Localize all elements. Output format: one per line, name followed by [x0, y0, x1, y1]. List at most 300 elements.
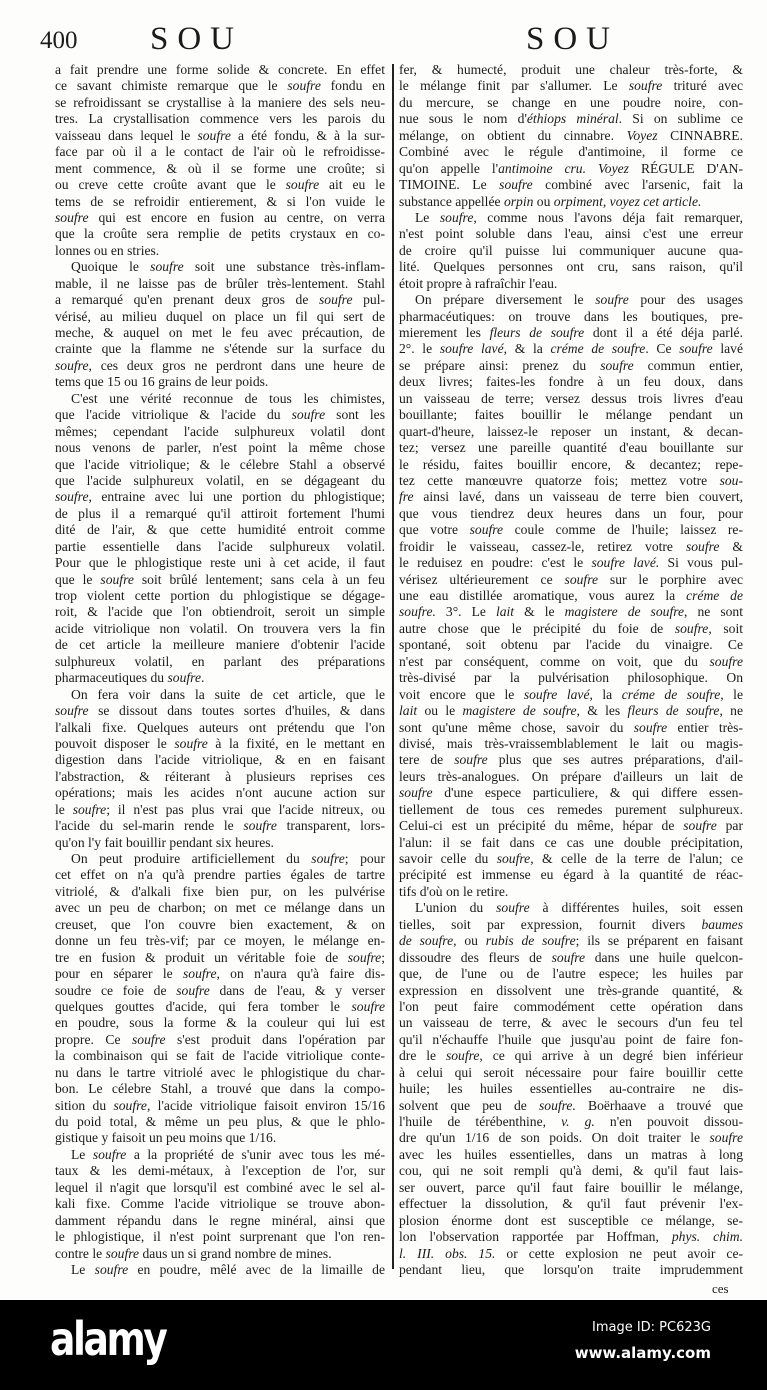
text-segment: soudre ce foie de [55, 982, 177, 998]
text-segment: le [55, 801, 73, 817]
text-segment: coule comme de l'huile; laissez re- [503, 522, 743, 538]
text-line: sulphureux volatil, en parlant des préparations [55, 653, 385, 669]
italic-term: soufre [454, 752, 488, 768]
text-segment: ainsi lavé, dans un vaisseau de terre bien couvert, [413, 489, 743, 505]
text-line: tres. La crystallisation commence vers les parois du [55, 111, 385, 127]
text-line [55, 572, 385, 588]
text-line [399, 572, 743, 588]
text-line: tiellement de tous ces remedes purement sulphureux. [399, 801, 743, 817]
text-line [399, 1246, 743, 1262]
text-segment: par [716, 818, 743, 834]
italic-term: soufre [100, 571, 134, 587]
italic-term: soufre [469, 522, 504, 538]
text-line: l'abstraction, & réiterant à plusieurs reprises ces [55, 768, 385, 784]
text-line [55, 1032, 385, 1048]
text-line: acide vitriolique non volatil. On trouvera vers la fin [55, 620, 385, 636]
text-segment: , comme nous l'avons déja fait remarquer, [473, 209, 743, 225]
text-line: mêmes; cependant l'acide sulphureux volatil dont [55, 423, 385, 439]
left-column [55, 62, 385, 1278]
text-line [399, 489, 743, 505]
text-segment: tere de [399, 752, 455, 768]
text-line: lité. Quelques personnes ont cru, sans raison, qu'il [399, 259, 743, 275]
text-line [55, 1246, 385, 1262]
text-segment: d'une espece particuliere, & qui differe essen- [432, 785, 743, 801]
text-segment: Si vous pul- [659, 555, 743, 571]
text-segment: , ou [453, 933, 486, 949]
text-segment: n'est par conséquent, comme on voit, que du [399, 653, 710, 669]
text-segment: , l'acide vitriolique faisoit environ 15/16 [146, 1097, 385, 1113]
text-line [55, 966, 385, 982]
italic-term: soufre [709, 653, 743, 669]
text-line [399, 111, 743, 127]
text-segment: Quoique le [71, 259, 151, 275]
text-line [399, 539, 743, 555]
italic-term: soufre [595, 292, 629, 308]
text-line: cou, qui ne soit rempli qu'à demi, & qu'il faut lais- [399, 1163, 743, 1179]
italic-term: orpiment, voyez cet article. [553, 193, 702, 209]
text-segment: quelques gouttes d'acide, qui fera tomber le [55, 998, 352, 1014]
text-segment: que le [55, 571, 101, 587]
text-segment: ait eu le [319, 177, 385, 193]
text-segment: qu'on appelle l' [399, 160, 499, 176]
text-line [55, 818, 385, 834]
text-segment: s'est produit dans l'opération par [165, 1031, 386, 1047]
text-line: un vaisseau de terre, & avec le secours d'un feu tel [399, 1015, 743, 1031]
text-line: que la croûte sera remplie de petits crystaux en co- [55, 226, 385, 242]
italic-term: soufre lavé. [591, 555, 660, 571]
italic-term: soufre [94, 1261, 129, 1277]
text-line: la combinaison qui se fait de l'acide vitriolique conte- [55, 1048, 385, 1064]
text-line: trop violent cette portion du phlogistique se dégage- [55, 588, 385, 603]
text-line: opérations; mais les acides n'ont aucune action sur [55, 785, 385, 801]
running-head-left: SOU [150, 21, 244, 57]
text-line: gistique y faisoit un peu moins que 1/16. [55, 1130, 277, 1146]
italic-term: rubis de soufre [485, 933, 576, 949]
text-line [55, 802, 385, 818]
text-segment: entier très- [667, 719, 743, 735]
italic-term: soufre [709, 1130, 743, 1146]
text-line: spontané, soit obtenu par l'acide du vinaigre. Ce [399, 637, 743, 653]
text-segment: . Ce [645, 341, 680, 357]
text-segment: TIMOINE. Le [399, 177, 500, 193]
text-line: un vaisseau de terre; versez dessus trois livres d'eau [399, 390, 743, 406]
text-line: digestion dans l'acide vitriolique, & en en faisant [55, 752, 385, 768]
text-segment: & le [514, 604, 565, 620]
text-line [399, 621, 743, 637]
italic-term: soufre [287, 78, 321, 94]
text-segment: dre le [399, 1048, 446, 1064]
text-line [399, 851, 743, 867]
text-segment: & [719, 538, 743, 554]
text-segment: , ne [719, 703, 743, 719]
text-segment: , on n'aura qu'à faire dis- [216, 966, 385, 982]
italic-term: l. III. obs. 15. [399, 1245, 496, 1261]
italic-term: soufre [351, 998, 385, 1014]
text-line: quart-d'heure, laissez-le reposer un instant, & decan- [399, 423, 743, 439]
text-line: de cet article la meilleure maniere d'obtenir l'acide [55, 637, 385, 653]
text-segment: pour des usages [628, 292, 743, 308]
watermark-url: www.alamy.com [574, 1344, 711, 1362]
text-line [55, 950, 385, 966]
text-line [399, 1229, 743, 1245]
italic-term: créme de soufre [550, 341, 646, 357]
text-line [399, 358, 743, 374]
text-line: qu'on l'y fait bouillir pendant six heures. [55, 834, 274, 850]
text-segment: l'huile de térébenthine, [399, 1114, 562, 1129]
italic-term: soufre [105, 1245, 140, 1261]
text-segment: On peut produire artificiellement du [71, 851, 312, 866]
text-line: crainte que la flamme ne s'étende sur la surface du [55, 341, 385, 357]
italic-term: soufre [633, 719, 668, 735]
text-line: vitriolé, & d'alkali fixe bien pur, on les pulvérise [55, 883, 385, 899]
text-line [55, 983, 385, 999]
text-segment: nue sous le nom d' [399, 111, 527, 127]
italic-term: éthiops minéral [526, 111, 619, 127]
italic-term: magistere de soufre [462, 703, 577, 719]
text-line: se refroidissant se crystallise à la maniere des sels neu- [55, 94, 385, 110]
text-segment: dre qu'un 1/16 de son poids. On doit traiter le [399, 1130, 710, 1146]
text-line: à celui qui seroit nécessaire pour faire bouillir cette [399, 1064, 743, 1080]
text-segment: , la [589, 686, 622, 702]
text-line: que, de l'une ou de l'autre espece; les huiles par [399, 966, 743, 982]
italic-term: soufre [55, 357, 89, 373]
text-line [399, 325, 743, 341]
italic-term: soufre. [399, 604, 436, 620]
text-segment: RÉGULE D'AN- [628, 160, 743, 176]
text-segment: , & les [576, 703, 628, 719]
text-segment: savoir celle du [399, 851, 497, 866]
italic-term: soufre [496, 900, 530, 916]
text-line: vérisé, au milieu duquel on place un fil qui sert de [55, 308, 385, 324]
italic-term: soufre [319, 292, 353, 308]
italic-term: soufre [92, 1146, 127, 1162]
text-segment: transparent, lors- [276, 818, 385, 834]
text-segment: froidir le vaisseau, cassez-le, retirez votre [399, 538, 686, 554]
text-line [399, 1130, 743, 1146]
text-line: bouillante; faites bouillir le mélange pendant un [399, 407, 743, 423]
text-line: pharmacéutiques: on trouve dans les boutiques, pre- [399, 308, 743, 324]
text-line: nous venons de parler, n'est point la même chose [55, 440, 385, 456]
text-line [399, 292, 743, 308]
italic-term: Voyez [626, 127, 658, 143]
text-line [399, 210, 743, 226]
text-segment: a la propriété de s'unir avec tous les mé- [126, 1146, 385, 1162]
text-line [399, 1098, 743, 1114]
text-segment: tielles, soit par expression, fournit divers [399, 916, 702, 932]
text-segment: , entraine avec lui une portion du phlogistique; [88, 489, 385, 505]
text-line: tems de se refroidir entierement, & si l'on vuide le [55, 193, 385, 209]
text-segment: à différentes huiles, soit essen [529, 900, 743, 916]
text-line [399, 473, 743, 489]
text-line [55, 210, 385, 226]
text-segment: Celui-ci est un précipité du même, hépar de [399, 818, 684, 834]
text-segment: se dissout dans toutes sortes d'huiles, & dans [88, 703, 385, 719]
text-segment: soit une substance très-inflam- [183, 259, 385, 275]
italic-term: créme de [686, 588, 744, 603]
italic-term: soufre lavé [523, 686, 590, 702]
italic-term: soufre [55, 489, 89, 505]
text-line: tez; versez une pareille quantité d'eau bouillante sur [399, 440, 743, 456]
text-line: roit, & l'acide que l'on obtiendroit, seroit un simple [55, 604, 385, 620]
text-line [399, 128, 743, 144]
text-line: partie essentielle dans l'acide sulphureux volatil. [55, 538, 385, 554]
text-line: creuset, que l'on couvre bien exactement, & on [55, 916, 385, 932]
text-segment: CINNABRE. [657, 127, 743, 143]
text-segment: l'acide du sel-marin rende le [55, 818, 244, 834]
text-line [399, 654, 743, 670]
text-segment: sont qu'une même chose, savoir du [399, 719, 634, 735]
text-line: donne un feu très-vif; par ce moyen, le mélange en- [55, 933, 385, 949]
catchword: ces [712, 1281, 729, 1296]
text-line [399, 752, 743, 768]
text-line: très-divisé par la pulvérisation philosophique. On [399, 670, 743, 686]
text-line: étoit propre à rafraîchir l'eau. [399, 275, 558, 291]
text-segment: , ce qui arrive à un degré bien inférieur [479, 1048, 744, 1064]
text-segment: tre en fusion & produit un véritable foie de [55, 949, 348, 965]
italic-term: phys. chim. [671, 1229, 743, 1245]
text-segment: sition du [55, 1097, 114, 1113]
text-line [399, 194, 743, 210]
text-line: l'alun: il se fait dans ce cas une double précipitation, [399, 834, 743, 850]
text-segment: sont les [325, 407, 385, 423]
text-line: l'alkali fixe. Quelques auteurs ont prétendu que l'on [55, 719, 385, 735]
text-line: le résidu, faites bouillir encore, & decantez; repe- [399, 456, 743, 472]
italic-term: magistere de soufre [564, 604, 685, 620]
text-segment: mierement les [399, 325, 490, 340]
text-line [55, 407, 385, 423]
text-line: plosion énorme dont est susceptible ce mélange, se- [399, 1212, 743, 1228]
text-line: Combiné avec le régule d'antimoine, il forme ce [399, 144, 743, 160]
text-segment: a été fondu, & à la sur- [230, 127, 385, 143]
text-segment: pouvoit disposer le [55, 735, 175, 751]
text-segment: 2°. le [399, 341, 440, 357]
text-segment: que votre [399, 522, 470, 538]
text-line: On fera voir dans la suite de cet article, que le [71, 686, 385, 702]
text-line: tems que 15 ou 16 grains de leur poids. [55, 374, 269, 390]
text-line: en poudre, sous la forme & la couleur qui lui est [55, 1015, 385, 1031]
text-segment: pul- [352, 292, 386, 308]
text-line [399, 341, 743, 357]
text-line [399, 900, 743, 916]
text-line: ser ouvert, parce qu'il faut faire bouillir le mélange, [399, 1179, 743, 1195]
italic-term: soufre [150, 259, 184, 275]
text-line [399, 1048, 743, 1064]
italic-term: sou- [719, 472, 743, 488]
text-line: nu dans le tartre vitriolé avec le phlogistique du char- [55, 1064, 385, 1080]
text-segment: ce savant chimiste remarque que le [55, 78, 288, 94]
text-line [55, 489, 385, 505]
text-segment: tez cette manœuvre quatorze fois; mettez votre [399, 472, 720, 488]
text-segment: dans de l'eau, & y verser [209, 982, 385, 998]
text-line: effectuer la dissolution, & qu'il faut prévenir l'ex- [399, 1196, 743, 1212]
text-line [399, 785, 743, 801]
text-segment: plus que ses autres préparations, d'ail- [487, 752, 743, 768]
text-segment: dont il a été déja parlé. [584, 325, 743, 340]
text-segment: Le [415, 209, 440, 225]
italic-term: soufre [439, 209, 474, 225]
text-segment: soit brûlé lentement; sans cela à un feu [133, 571, 385, 587]
text-segment: dissoudre des fleurs de [399, 949, 552, 965]
text-line [399, 177, 743, 193]
text-segment: à la fixité, en le mettant en [207, 735, 385, 751]
text-line: taux & les demi-métaux, à l'exception de l'or, sur [55, 1163, 385, 1179]
italic-term: baumes [701, 916, 743, 932]
italic-term: antimoine cru. Voyez [498, 160, 629, 176]
text-segment: . Si on sublime ce [618, 111, 743, 127]
text-segment: une eau distillée aromatique, vous aurez la [399, 588, 687, 603]
italic-term: soufre [685, 538, 720, 554]
italic-term: soufre [285, 177, 320, 193]
italic-term: soufre [183, 966, 217, 982]
text-segment: se prépare ainsi: prenez du [399, 357, 601, 373]
text-segment: le reduisez en poudre: c'est le [399, 555, 592, 571]
italic-term: soufre [291, 407, 326, 423]
text-line [55, 128, 385, 144]
italic-term: soufre [551, 949, 586, 965]
italic-term: soufre [174, 735, 208, 751]
text-segment: dans une huile quelcon- [585, 949, 743, 965]
italic-term: soufre [55, 209, 89, 225]
italic-term: soufre [496, 851, 531, 866]
text-line: bon. Le célebre Stahl, a trouvé que dans la compo- [55, 1081, 385, 1097]
text-segment: commun entier, [633, 357, 743, 373]
italic-term: soufre [600, 357, 634, 373]
text-line [399, 1114, 743, 1130]
text-line [55, 1098, 385, 1114]
text-line: que l'acide vitriolique; & le célebre Stahl a observé [55, 456, 385, 472]
text-segment: ; il n'est pas plus vrai que l'acide nitreux, ou [106, 801, 385, 817]
italic-term: soufre [674, 620, 709, 636]
text-line: cet effet on n'a qu'à prendre parties égales de tartre [55, 867, 385, 883]
text-segment: ; ils se préparent en faisant [575, 933, 743, 949]
text-line [55, 78, 385, 94]
text-segment: combiné avec l'arsenic, fait la [532, 177, 743, 193]
italic-term: soufre [679, 341, 713, 357]
text-segment: ; [381, 949, 385, 965]
text-segment: que l'acide vitriolique & l'acide du [55, 407, 292, 423]
text-segment: Le [71, 1146, 93, 1162]
italic-term: soufre [445, 1048, 480, 1064]
text-line: du mercure, se change en une poudre noire, con- [399, 94, 743, 110]
text-line [55, 851, 385, 867]
text-segment: . [200, 670, 205, 686]
text-line: divisé, mais très-vraissemblablement le lait ou magis- [399, 735, 743, 751]
text-line: qu'il n'échauffe l'huile que jusqu'au point de faire fon- [399, 1031, 743, 1047]
text-segment: le mélange finit par s'allumer. Le [399, 78, 629, 94]
text-line [399, 522, 743, 538]
text-line [399, 78, 743, 94]
italic-term: lait [399, 703, 418, 719]
text-segment: mélange, on obtient du cinnabre. [399, 127, 627, 143]
text-segment: Boërhaave a trouvé que [575, 1097, 743, 1113]
text-segment: a remarqué qu'en prenant deux gros de [55, 292, 319, 308]
text-segment: lon l'observation rapportée par Hoffman, [399, 1229, 672, 1245]
text-line: dité de l'air, & que cette humidité entroit comme [55, 522, 385, 538]
italic-term: fleurs de soufre [489, 325, 585, 340]
text-segment: n'en pouvoit dissou- [594, 1114, 743, 1129]
text-line: avec un peu de charbon; on met ce mélange dans un [55, 900, 385, 916]
text-segment: ; pour [344, 851, 385, 866]
text-segment: 3°. Le [435, 604, 496, 620]
text-line [55, 670, 385, 686]
text-line [399, 917, 743, 933]
text-line: damment répandu dans le regne minéral, ainsi que [55, 1212, 385, 1228]
text-line [399, 604, 743, 620]
text-line: que vous tiendrez deux heures dans un four, pour [399, 505, 743, 521]
text-segment: ou creve cette croûte avant que le [55, 177, 286, 193]
text-line [55, 177, 385, 193]
text-segment: , & la [503, 341, 551, 357]
text-segment: lavé [712, 341, 743, 357]
text-segment: vaisseau dans lequel le [55, 127, 198, 143]
text-segment: voit encore que le [399, 686, 524, 702]
text-line: avec les huiles essentielles, dans un matras à long [399, 1146, 743, 1162]
text-segment: contre le [55, 1245, 106, 1261]
text-segment: autre chose que le précipité du foie de [399, 620, 675, 636]
text-line: Pour que le phlogistique reste uni à cet acide, il faut [55, 555, 385, 571]
italic-term: fleurs de soufre [627, 703, 720, 719]
italic-term: orpin [503, 193, 534, 209]
text-line: huile; les huiles essentielles au-contraire ne dis- [399, 1081, 743, 1097]
text-segment: , le [720, 686, 743, 702]
text-segment: sur le porphire avec [598, 571, 744, 587]
italic-term: soufre [311, 851, 345, 866]
text-line: C'est une vérité reconnue de tous les chimistes, [71, 390, 385, 406]
text-segment: vérisez ultérieurement ce [399, 571, 565, 587]
right-column [399, 62, 743, 1278]
text-segment: pharmaceutiques du [55, 670, 168, 686]
text-segment: , & celle de la terre de l'alun; ce [530, 851, 743, 866]
italic-term: soufre lavé [439, 341, 504, 357]
text-line [399, 687, 743, 703]
text-line [399, 950, 743, 966]
text-line [399, 720, 743, 736]
text-segment: or cette explosion ne peut avoir ce- [495, 1245, 743, 1261]
image-id: Image ID: PC623G [591, 1320, 711, 1335]
italic-term: de soufre [399, 933, 454, 949]
text-line: lonnes ou en stries. [55, 242, 160, 258]
text-segment: propre. Ce [55, 1031, 133, 1047]
text-line [55, 736, 385, 752]
text-line [55, 1147, 385, 1163]
italic-term: créme de soufre [621, 686, 721, 702]
text-line: ment commence, & où il se forme une croûte; si [55, 160, 385, 176]
italic-term: lait [495, 604, 515, 620]
text-segment: substance appellée [399, 193, 504, 209]
text-line [399, 555, 743, 571]
text-segment: daus un si grand nombre de mines. [139, 1245, 332, 1261]
text-line [55, 1262, 385, 1278]
text-segment: On prépare diversement le [415, 292, 596, 308]
text-segment: fondu en [320, 78, 385, 94]
italic-term: fre [399, 489, 414, 505]
text-line: lequel il n'agit que lorsqu'il est combiné avec le sel al- [55, 1179, 385, 1195]
text-line: le phlogistique, il n'est point surprenant que l'on ren- [55, 1229, 385, 1245]
text-line: fer, & humecté, produit une chaleur très-forte, & [399, 62, 743, 77]
italic-term: soufre [499, 177, 533, 193]
text-line: expression en dissolvent une très-grande quantité, & [399, 982, 743, 998]
text-line [55, 358, 385, 374]
italic-term: soufre [113, 1097, 147, 1113]
text-line [399, 818, 743, 834]
text-segment: Le [71, 1261, 95, 1277]
italic-term: soufre [176, 982, 210, 998]
text-segment: ou le [417, 703, 463, 719]
text-line [55, 703, 385, 719]
text-line: face par où il a le contact de l'air où le refroidisse- [55, 144, 385, 160]
italic-term: soufre [628, 78, 663, 94]
italic-term: v. g. [561, 1114, 595, 1129]
